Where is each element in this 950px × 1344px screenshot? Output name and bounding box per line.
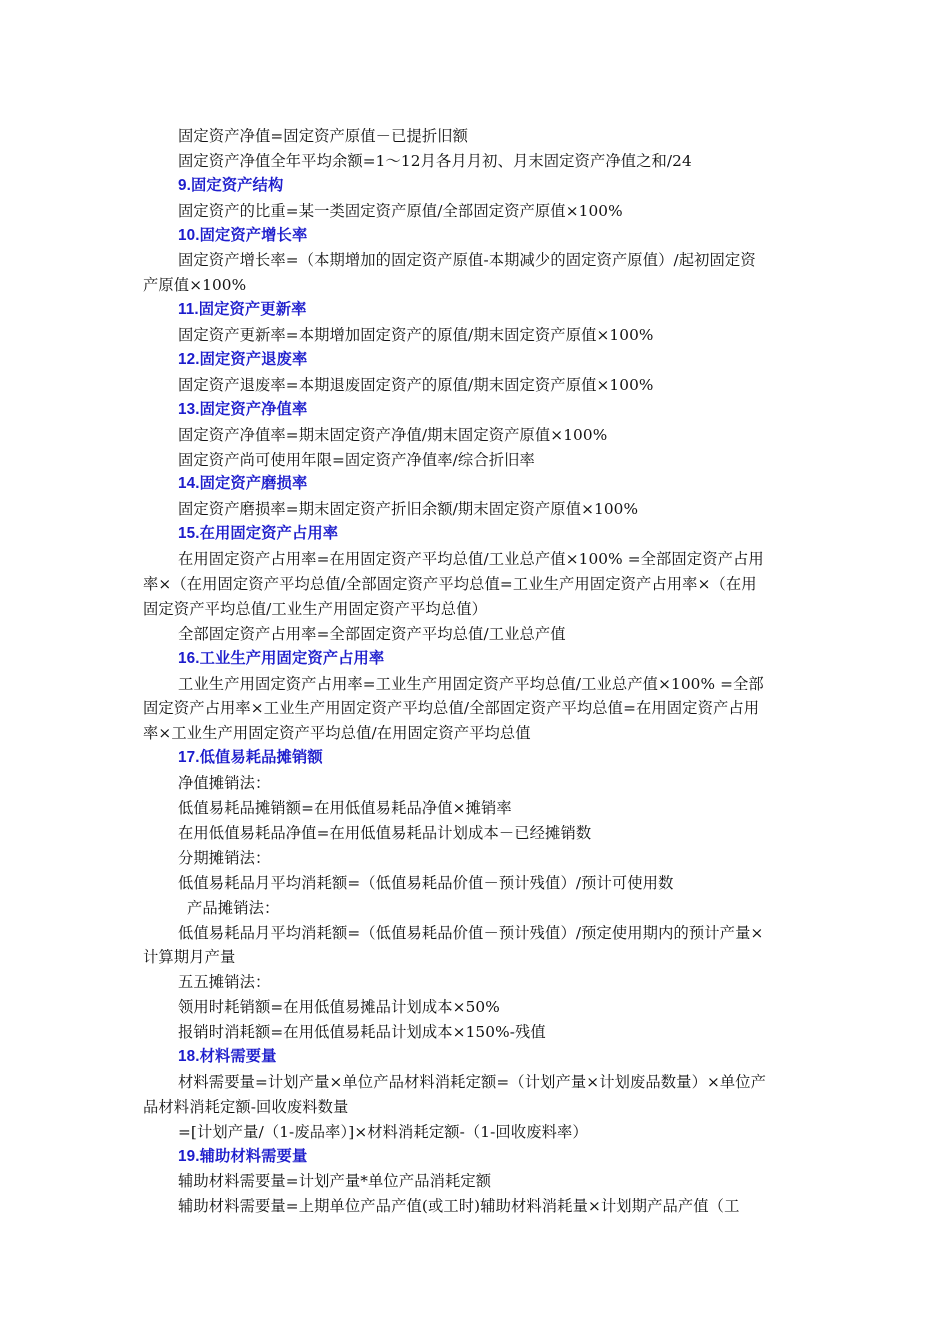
section-heading: 18.材料需要量 (178, 1047, 277, 1065)
paragraph-line: 材料需要量=计划产量×单位产品材料消耗定额=（计划产量×计划废品数量）×单位产 (178, 1072, 767, 1091)
paragraph-continuation: 产原值×100% (143, 276, 247, 295)
section-heading: 12.固定资产退废率 (178, 351, 308, 369)
document-body (143, 124, 807, 1219)
paragraph-line: 固定资产磨损率=期末固定资产折旧余额/期末固定资产原值×100% (178, 500, 639, 519)
paragraph-line: 低值易耗品月平均消耗额=（低值易耗品价值－预计残值）/预定使用期内的预计产量× (178, 923, 764, 942)
section-heading: 10.固定资产增长率 (178, 226, 308, 244)
paragraph-line: 分期摊销法： (178, 848, 271, 867)
paragraph-line: 固定资产净值率=期末固定资产净值/期末固定资产原值×100% (178, 425, 608, 444)
section-heading: 11.固定资产更新率 (178, 301, 307, 319)
section-heading: 16.工业生产用固定资产占用率 (178, 649, 385, 667)
paragraph-continuation: 品材料消耗定额-回收废料数量 (143, 1097, 349, 1116)
paragraph-line: 低值易耗品摊销额=在用低值易耗品净值×摊销率 (178, 799, 512, 818)
paragraph-line: 固定资产增长率=（本期增加的固定资产原值-本期减少的固定资产原值）/起初固定资 (178, 251, 756, 270)
paragraph-line: 辅助材料需要量=上期单位产品产值(或工时)辅助材料消耗量×计划期产品产值（工 (178, 1197, 740, 1216)
paragraph-line: 在用低值易耗品净值=在用低值易耗品计划成本－已经摊销数 (178, 823, 592, 842)
paragraph-continuation: 率×工业生产用固定资产平均总值/在用固定资产平均总值 (143, 724, 531, 743)
paragraph-line: 固定资产净值=固定资产原值－已提折旧额 (178, 127, 469, 145)
paragraph-continuation: 固定资产占用率×工业生产用固定资产平均总值/全部固定资产平均总值=在用固定资产占用 (143, 699, 760, 718)
paragraph-line: 净值摊销法： (178, 774, 271, 793)
paragraph-line: 领用时耗销额=在用低值易摊品计划成本×50% (178, 998, 500, 1017)
paragraph-line: 报销时消耗额=在用低值易耗品计划成本×150%-残值 (178, 1023, 546, 1042)
section-heading: 13.固定资产净值率 (178, 400, 308, 418)
paragraph-line: 固定资产的比重=某一类固定资产原值/全部固定资产原值×100% (178, 201, 623, 220)
paragraph-line: 工业生产用固定资产占用率=工业生产用固定资产平均总值/工业总产值×100% =全部 (178, 674, 764, 693)
paragraph-line: 五五摊销法： (178, 973, 271, 992)
paragraph-line: 辅助材料需要量=计划产量*单位产品消耗定额 (178, 1172, 492, 1191)
paragraph-continuation: 固定资产平均总值/工业生产用固定资产平均总值） (143, 599, 487, 618)
section-heading: 15.在用固定资产占用率 (178, 525, 339, 543)
paragraph-line: 固定资产更新率=本期增加固定资产的原值/期末固定资产原值×100% (178, 326, 654, 345)
section-heading: 14.固定资产磨损率 (178, 475, 308, 493)
paragraph-line: 在用固定资产占用率=在用固定资产平均总值/工业总产值×100% =全部固定资产占用 (178, 550, 764, 569)
paragraph-line: 固定资产净值全年平均余额=1～12月各月月初、月末固定资产净值之和/24 (178, 151, 692, 170)
section-heading: 9.固定资产结构 (178, 176, 284, 194)
paragraph-line: 固定资产退废率=本期退废固定资产的原值/期末固定资产原值×100% (178, 375, 654, 394)
paragraph-line: 低值易耗品月平均消耗额=（低值易耗品价值－预计残值）/预计可使用数 (178, 873, 674, 892)
paragraph-continuation: 计算期月产量 (143, 948, 236, 967)
paragraph-line: =[计划产量/（1-废品率）]×材料消耗定额-（1-回收废料率） (178, 1122, 588, 1141)
section-heading: 19.辅助材料需要量 (178, 1147, 308, 1165)
paragraph-line: 产品摊销法： (187, 898, 280, 917)
paragraph-line: 全部固定资产占用率=全部固定资产平均总值/工业总产值 (178, 624, 566, 643)
section-heading: 17.低值易耗品摊销额 (178, 749, 323, 767)
paragraph-line: 固定资产尚可使用年限=固定资产净值率/综合折旧率 (178, 450, 535, 469)
paragraph-continuation: 率×（在用固定资产平均总值/全部固定资产平均总值=工业生产用固定资产占用率×（在用 (143, 575, 757, 594)
